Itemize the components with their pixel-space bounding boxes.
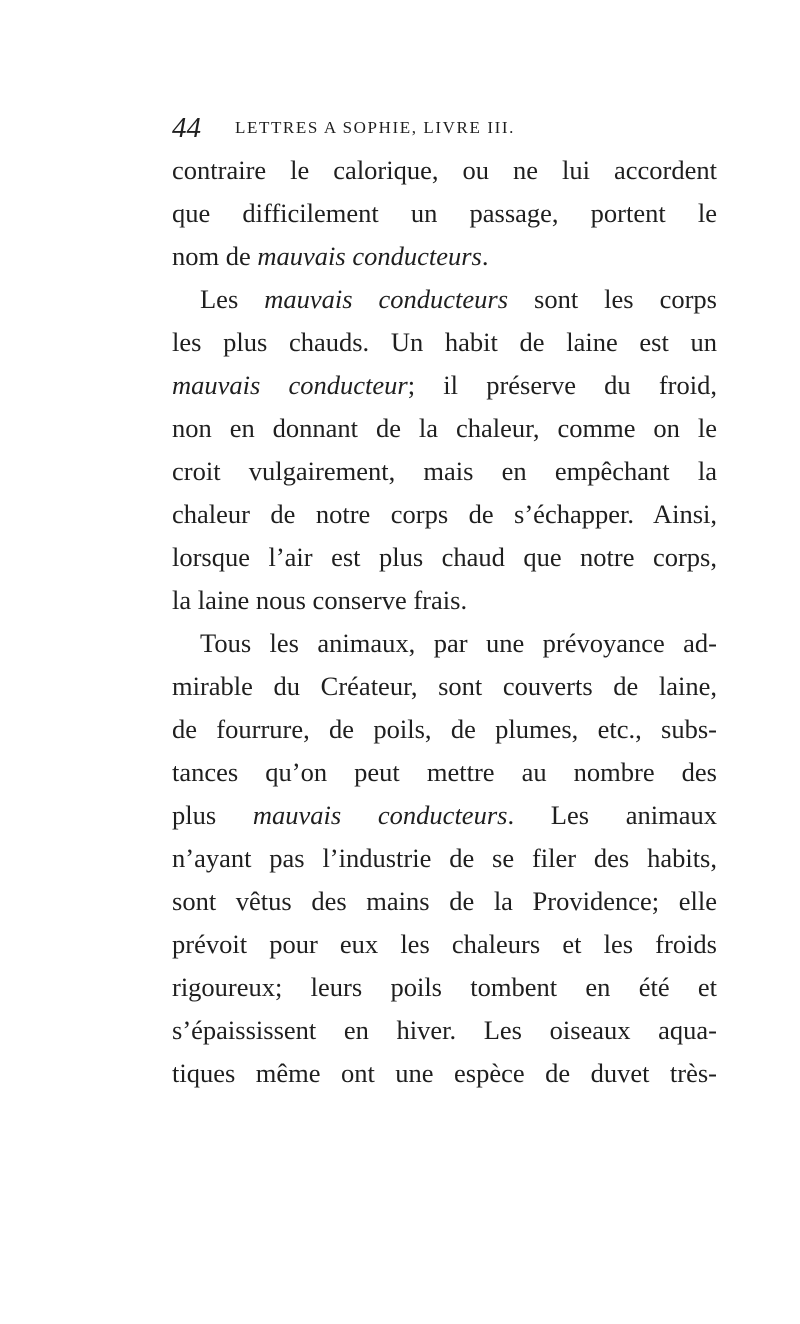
paragraph-first-line: Les mauvais conducteurs sont les corps (200, 284, 717, 314)
text-line: la laine nous conserve frais. (172, 585, 468, 615)
running-head: LETTRES A SOPHIE, LIVRE III. (235, 118, 515, 137)
text-line: de fourrure, de poils, de plumes, etc., subs- (172, 714, 717, 744)
text-line: mauvais conducteur; il préserve du froid, (172, 370, 717, 400)
body-text (172, 0, 732, 1324)
text-line: chaleur de notre corps de s’échapper. Ainsi, (172, 499, 717, 529)
text-line: plus mauvais conducteurs. Les animaux (172, 800, 717, 830)
text-line: non en donnant de la chaleur, comme on le (172, 413, 717, 443)
text-line: croit vulgairement, mais en empêchant la (172, 456, 717, 486)
text-line: n’ayant pas l’industrie de se filer des habits, (172, 843, 717, 873)
text-line: nom de mauvais conducteurs. (172, 241, 489, 271)
emphasis: mauvais conducteurs (264, 284, 509, 314)
text-line: sont vêtus des mains de la Providence; elle (172, 886, 717, 916)
paragraph-first-line: Tous les animaux, par une prévoyance ad- (200, 628, 717, 658)
text-line: mirable du Créateur, sont couverts de laine, (172, 671, 717, 701)
text-line: prévoit pour eux les chaleurs et les froids (172, 929, 717, 959)
emphasis: mauvais conducteurs (257, 241, 482, 271)
text-line: lorsque l’air est plus chaud que notre corps, (172, 542, 717, 572)
text-line: les plus chauds. Un habit de laine est un (172, 327, 717, 357)
emphasis: mauvais conducteurs (252, 800, 508, 830)
emphasis: mauvais conducteur (172, 370, 408, 400)
text-line: rigoureux; leurs poils tombent en été et (172, 972, 717, 1002)
text-line: s’épaississent en hiver. Les oiseaux aqua- (172, 1015, 717, 1045)
page-number: 44 (172, 112, 201, 144)
text-line: tances qu’on peut mettre au nombre des (172, 757, 717, 787)
text-line: que difficilement un passage, portent le (172, 198, 717, 228)
text-line: contraire le calorique, ou ne lui accordent (172, 155, 717, 185)
text-line: tiques même ont une espèce de duvet très- (172, 1058, 717, 1088)
